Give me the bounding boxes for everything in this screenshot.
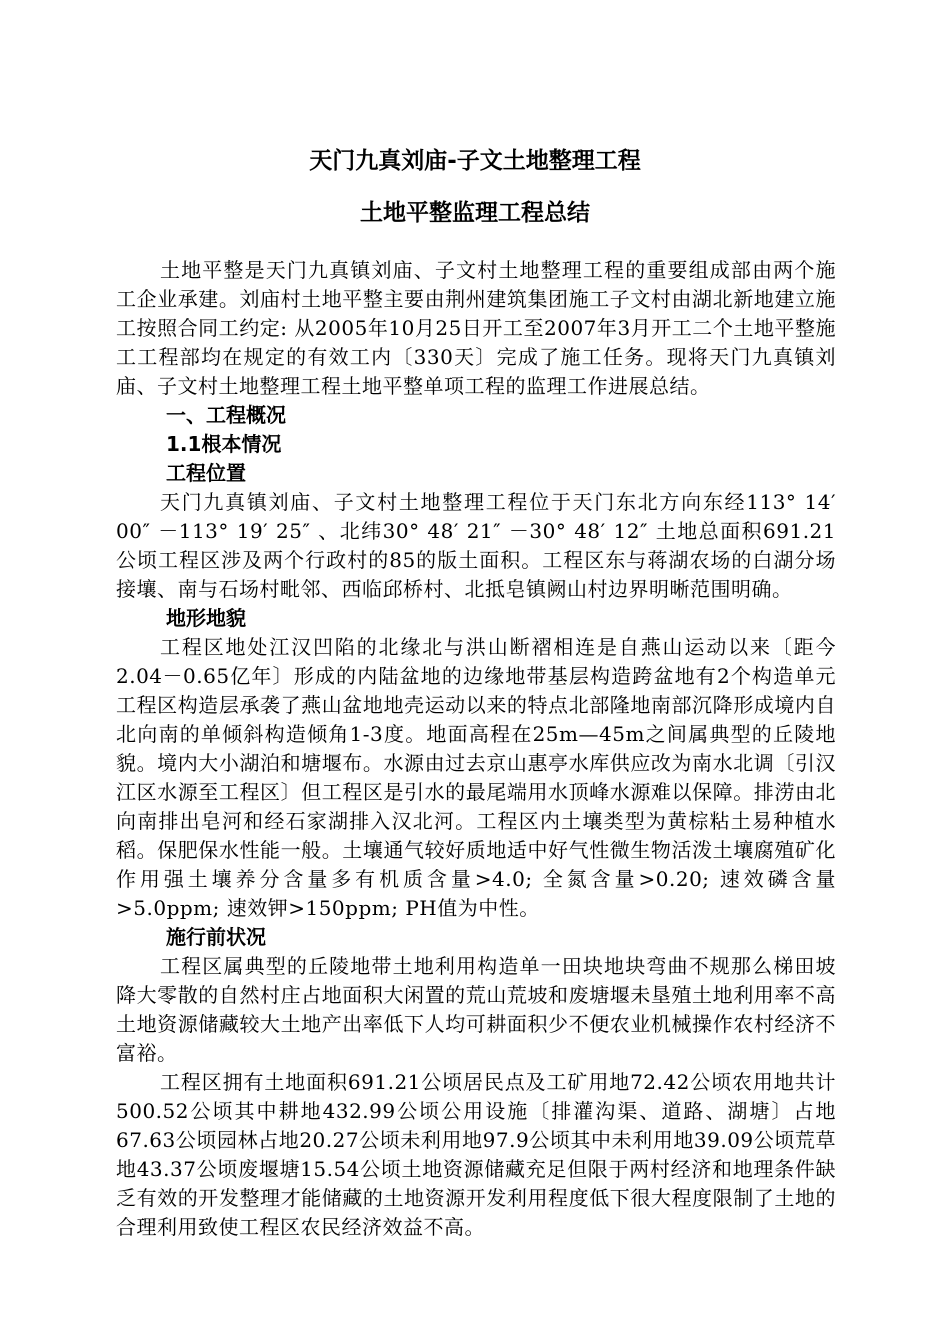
before-heading: 施行前状况 [166, 925, 266, 949]
terrain-heading: 地形地貌 [166, 606, 246, 630]
section-heading: 一、工程概况 [166, 403, 286, 427]
document-title: 天门九真刘庙-子文土地整理工程 [309, 148, 641, 174]
location-heading: 工程位置 [166, 461, 246, 485]
intro-paragraph: 土地平整是天门九真镇刘庙、子文村土地整理工程的重要组成部由两个施工企业承建。刘庙村土地平整主要由荆州建筑集团施工子文村由湖北新地建立施工按照合同工约定: 从2005年10月25日开工至2007年3月开工二个土地平整施工工程部均在规定的有效工内〔330天〕完成了施工任务。现将天门九真镇刘庙、子文村土地整理工程土地平整单项工程的监理工作进展总结。 [116, 258, 836, 398]
subsection-heading: 1.1根本情况 [166, 432, 282, 456]
before-paragraph-2: 工程区拥有土地面积691.21公顷居民点及工矿用地72.42公顷农用地共计500.52公顷其中耕地432.99公顷公用设施〔排灌沟渠、道路、湖塘〕占地67.63公顷园林占地20.27公顷未利用地97.9公顷其中未利用地39.09公顷荒草地43.37公顷废堰塘15.54公顷土地资源储藏充足但限于两村经济和地理条件缺乏有效的开发整理才能储藏的土地资源开发利用程度低下很大程度限制了土地的合理利用致使工程区农民经济效益不高。 [116, 1070, 836, 1239]
document-subtitle: 土地平整监理工程总结 [360, 200, 590, 226]
before-paragraph-1: 工程区属典型的丘陵地带土地利用构造单一田块地块弯曲不规那么梯田坡降大零散的自然村庄占地面积大闲置的荒山荒坡和废塘堰未垦殖土地利用率不高土地资源储藏较大土地产出率低下人均可耕面积少不便农业机械操作农村经济不富裕。 [116, 954, 836, 1065]
document-body [116, 256, 836, 1242]
terrain-paragraph: 工程区地处江汉凹陷的北缘北与洪山断褶相连是自燕山运动以来〔距今2.04－0.65亿年〕形成的内陆盆地的边缘地带基层构造跨盆地有2个构造单元工程区构造层承袭了燕山盆地地壳运动以来的特点北部隆地南部沉降形成境内自北向南的单倾斜构造倾角1-3度。地面高程在25m—45m之间属典型的丘陵地貌。境内大小湖泊和塘堰布。水源由过去京山惠亭水库供应改为南水北调〔引汉江区水源至工程区〕但工程区是引水的最尾端用水顶峰水源难以保障。排涝由北向南排出皂河和经石家湖排入汉北河。工程区内土壤类型为黄棕粘土易种植水稻。保肥保水性能一般。土壤通气较好质地适中好气性微生物活泼土壤腐殖矿化作用强土壤养分含量多有机质含量>4.0; 全氮含量>0.20; 速效磷含量>5.0ppm; 速效钾>150ppm; PH值为中性。 [116, 635, 836, 920]
location-paragraph: 天门九真镇刘庙、子文村土地整理工程位于天门东北方向东经113° 14′ 00″ －113° 19′ 25″ 、北纬30° 48′ 21″ －30° 48′ 12″ 土地总面积691.21公顷工程区涉及两个行政村的85的版土面积。工程区东与蒋湖农场的白湖分场接壤、南与石场村毗邻、西临邱桥村、北抵皂镇阙山村边界明晰范围明确。 [116, 490, 836, 601]
